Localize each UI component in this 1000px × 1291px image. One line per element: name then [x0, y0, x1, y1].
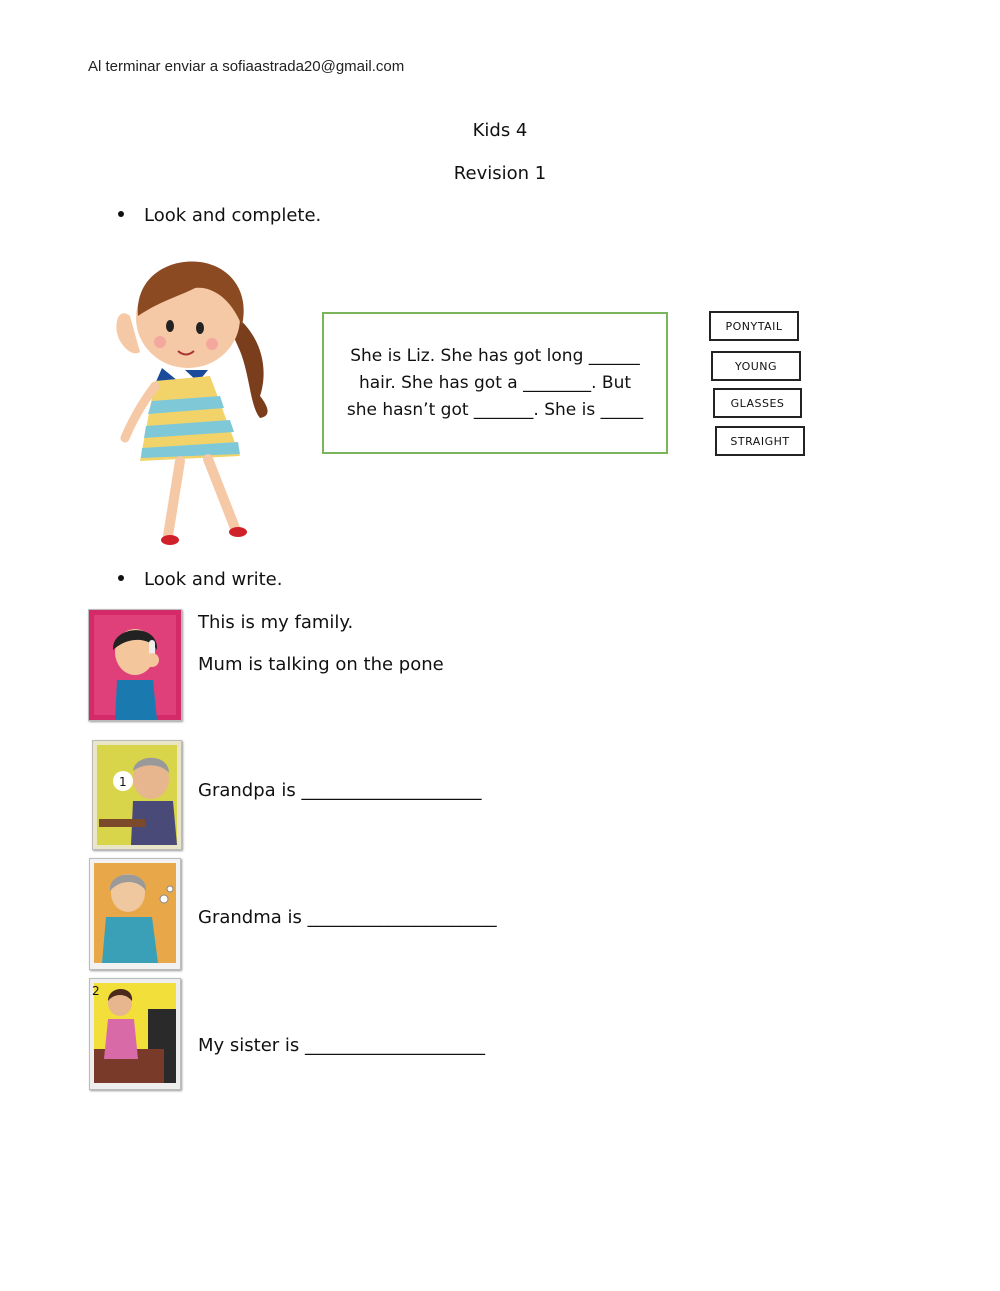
word-box-straight[interactable]: STRAIGHT — [715, 426, 805, 456]
instruction-look-and-write — [118, 569, 282, 590]
instruction-text: Look and write. — [144, 569, 283, 590]
text-line: she hasn’t got _______. She is _____ — [346, 399, 644, 420]
bullet-icon — [118, 575, 124, 581]
grandpa-picture — [92, 740, 182, 850]
family-intro-text: This is my family. — [198, 612, 354, 633]
instruction-text: Look and complete. — [144, 205, 322, 226]
sister-picture — [89, 978, 181, 1090]
grandpa-sentence[interactable]: Grandpa is ____________________ — [198, 780, 482, 801]
girl-illustration — [100, 256, 280, 548]
fill-in-text-box — [322, 312, 668, 454]
grandma-sentence[interactable]: Grandma is _____________________ — [198, 907, 497, 928]
sister-sentence[interactable]: My sister is ____________________ — [198, 1035, 486, 1056]
badge-number-1: 1 — [119, 775, 127, 789]
word-box-glasses[interactable]: GLASSES — [713, 388, 802, 418]
mum-sentence: Mum is talking on the pone — [198, 654, 444, 675]
text-line: She is Liz. She has got long ______ — [350, 345, 640, 366]
header-note: Al terminar enviar a sofiaastrada20@gmail.com — [88, 58, 405, 75]
badge-number-2: 2 — [92, 984, 100, 998]
bullet-icon — [118, 211, 124, 217]
word-box-young[interactable]: YOUNG — [711, 351, 801, 381]
instruction-look-and-complete — [118, 205, 321, 226]
page-title: Kids 4 — [472, 120, 528, 141]
text-line: hair. She has got a ________. But — [358, 372, 632, 393]
word-box-ponytail[interactable]: PONYTAIL — [709, 311, 799, 341]
page-subtitle: Revision 1 — [453, 163, 547, 184]
grandma-picture — [89, 858, 181, 970]
mum-picture — [88, 609, 182, 721]
